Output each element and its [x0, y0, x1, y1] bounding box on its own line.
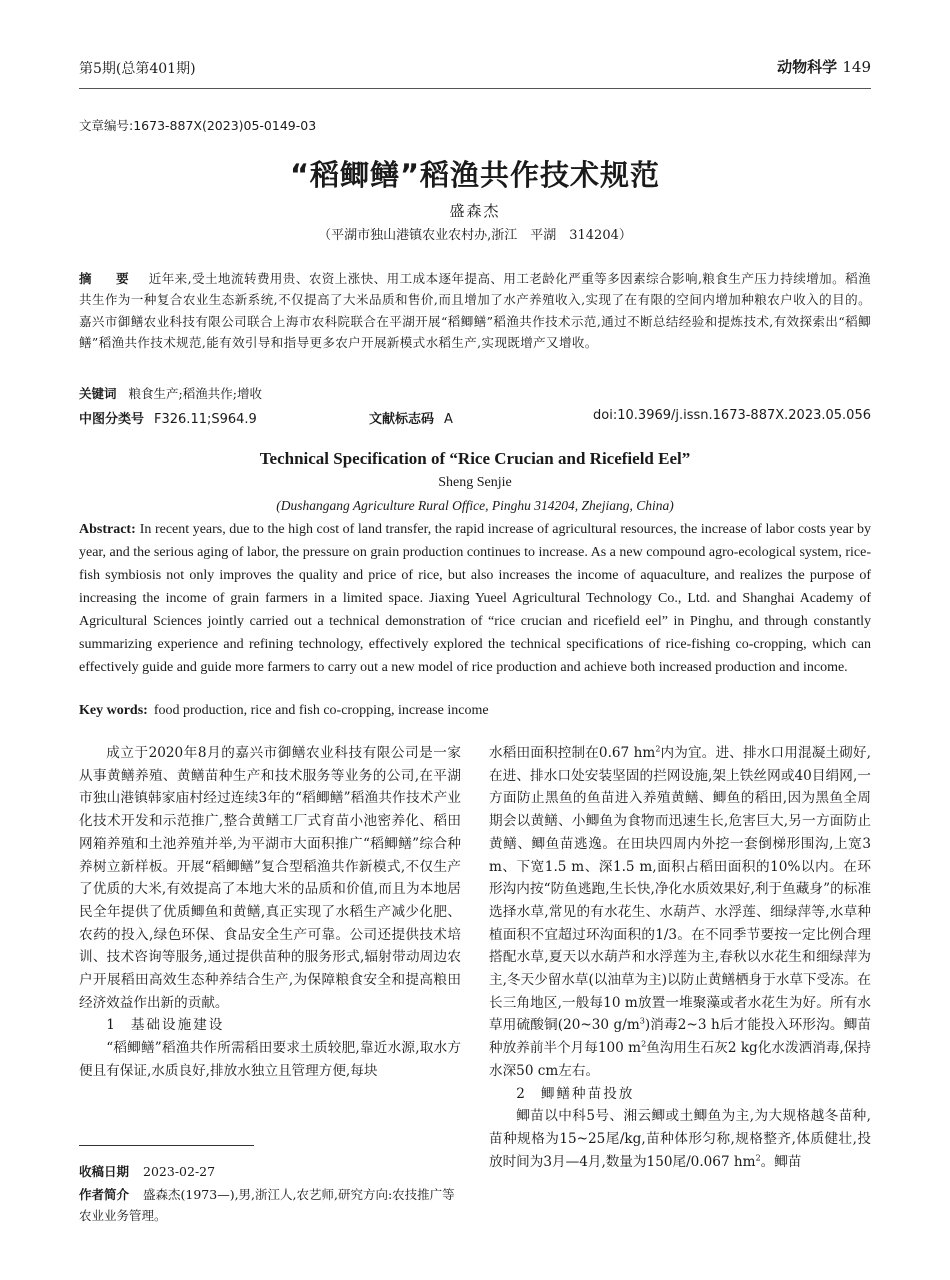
- text-run: 。鲫苗: [760, 1153, 802, 1170]
- keywords-text-chinese: 粮食生产;稻渔共作;增收: [128, 386, 262, 401]
- abstract-text-english: In recent years, due to the high cost of land transfer, the rapid increase of agricultural resources, the increase of labor costs year by year, and the serious aging of labor, the pressure on grain production continues to increase. As a new compound agro-ecological system, rice-fish symbiosis not only improves the quality and price of rice, but also increases the income of aquaculture, and realizes the purpose of increasing the income of grain farmers in a limited space. Jiaxing Yueel Agricultural Technology Co., Ltd. and Shanghai Academy of Agricultural Sciences jointly carried out a technical demonstration of “rice crucian and ricefield eel” in Pinghu, and through constantly summarizing experience and refining technology, effectively explored the technical specifications of rice-fishing co-cropping, which can effectively guide and guide more farmers to carry out a new model of rice production and achieve both increased production and income.: [79, 522, 871, 675]
- section-1-paragraph: “稻鲫鳝”稻渔共作所需稻田要求土质较肥,靠近水源,取水方便且有保证,水质良好,排放水独立且管理方便,每块: [79, 1040, 461, 1079]
- received-date: [79, 1161, 461, 1182]
- received-date-value: 2023-02-27: [143, 1164, 216, 1179]
- doi: doi:10.3969/j.issn.1673-887X.2023.05.056: [593, 408, 871, 423]
- classification-row: [79, 408, 871, 428]
- keywords-text-english: food production, rice and fish co-cropping, increase income: [153, 703, 489, 718]
- abstract-text-chinese: 近年来,受土地流转费用贵、农资上涨快、用工成本逐年提高、用工老龄化严重等多因素综合影响,粮食生产压力持续增加。稻渔共生作为一种复合农业生态新系统,不仅提高了大米品质和售价,而且增加了水产养殖收入,实现了在有限的空间内增加种粮农户收入的目的。嘉兴市御鳝农业科技有限公司联合上海市农科院联合在平湖开展“稻鲫鳝”稻渔共作技术示范,通过不断总结经验和提炼技术,有效探索出“稻鲫鳝”稻渔共作技术规范,能有效引导和指导更多农户开展新模式水稻生产,实现既增产又增收。: [79, 271, 871, 350]
- author-bio: [79, 1184, 461, 1226]
- abstract-chinese: [79, 268, 871, 353]
- superscript: 2: [655, 744, 661, 754]
- title-chinese: “稻鲫鳝”稻渔共作技术规范: [289, 158, 661, 192]
- body-column-left: [79, 742, 461, 1083]
- journal-name: [777, 56, 871, 77]
- journal-title: 动物科学: [777, 58, 838, 76]
- abstract-label-english: Abstract:: [79, 522, 136, 537]
- clc-value: F326.11;S964.9: [154, 412, 257, 427]
- section-2-number: 2: [516, 1085, 525, 1102]
- issue-number: 第5期(总第401期): [79, 61, 196, 77]
- section-1-number: 1: [106, 1017, 115, 1034]
- abstract-english: [79, 518, 871, 679]
- text-run: )消毒2~3 h后才能投入环形沟。鲫苗种放养前半个月每100 m: [489, 1017, 871, 1057]
- clc-label: 中图分类号: [79, 412, 145, 427]
- section-2-paragraph: [489, 1105, 871, 1173]
- clc-number: [79, 408, 257, 427]
- superscript: 3: [639, 1016, 645, 1026]
- document-code: [369, 408, 453, 427]
- keywords-chinese: [79, 384, 871, 402]
- section-heading-1: [79, 1014, 461, 1037]
- author-english: Sheng Senjie: [438, 475, 512, 490]
- body-column-right: [489, 742, 871, 1173]
- doc-code-label: 文献标志码: [369, 412, 435, 427]
- affiliation-chinese: （平湖市独山港镇农业农村办,浙江 平湖 314204）: [318, 228, 632, 243]
- text-run: 鲫苗以中科5号、湘云鲫或土鲫鱼为主,为大规格越冬苗种,苗种规格为15~25尾/kg,苗种体形匀称,规格整齐,体质健壮,投放时间为3月—4月,数量为150尾/0.067 hm: [489, 1108, 871, 1170]
- author-bio-label: 作者简介: [79, 1187, 130, 1202]
- title-english: Technical Specification of “Rice Crucian and Ricefield Eel”: [259, 449, 691, 468]
- keywords-label-english: Key words:: [79, 703, 148, 718]
- abstract-label-chinese: 摘 要: [79, 271, 135, 286]
- keywords-label-chinese: 关键词: [79, 386, 117, 401]
- text-run: 水稻田面积控制在0.67 hm: [489, 745, 656, 761]
- section-2-title: 鲫鳝种苗投放: [540, 1085, 635, 1102]
- running-header: [79, 52, 871, 89]
- section-1-paragraph-continued: [489, 742, 871, 1083]
- section-1-title: 基础设施建设: [130, 1017, 225, 1034]
- received-date-label: 收稿日期: [79, 1164, 130, 1179]
- author-chinese: 盛森杰: [449, 202, 501, 220]
- page-number: 149: [842, 58, 871, 76]
- intro-paragraph: 成立于2020年8月的嘉兴市御鳝农业科技有限公司是一家从事黄鳝养殖、黄鳝苗种生产和技术服务等业务的公司,在平湖市独山港镇韩家庙村经过连续3年的“稻鲫鳝”稻渔共作技术产业化技术开发和示范推广,整合黄鳝工厂式育苗小池密养化、稻田网箱养殖和土池养殖并举,为平湖市大面积推广“稻鲫鳝”综合种养树立新样板。开展“稻鲫鳝”复合型稻渔共作新模式,不仅生产了优质的大米,有效提高了本地大米的品质和价值,而且为本地居民全年提供了优质鲫鱼和黄鳝,真正实现了水稻生产减少化肥、农药的投入,绿色环保、食品安全生产可靠。公司还提供技术培训、技术咨询等服务,通过提供苗种的服务形式,辐射带动周边农户开展稻田高效生态种养结合生产,为保障粮食安全和提高粮田经济效益作出新的贡献。: [79, 745, 461, 1011]
- author-bio-text: 盛森杰(1973—),男,浙江人,农艺师,研究方向:农技推广等农业业务管理。: [79, 1187, 455, 1223]
- section-heading-2: [489, 1083, 871, 1106]
- footnote-divider: [79, 1145, 254, 1146]
- article-number: 文章编号:1673-887X(2023)05-0149-03: [79, 118, 317, 133]
- text-run: 鱼沟用生石灰2 kg化水泼洒消毒,保持水深50 cm左右。: [489, 1040, 871, 1079]
- superscript: 2: [755, 1153, 761, 1163]
- keywords-english: [79, 703, 871, 719]
- affiliation-english: (Dushangang Agriculture Rural Office, Pinghu 314204, Zhejiang, China): [276, 498, 674, 513]
- superscript: 2: [641, 1039, 647, 1049]
- doc-code-value: A: [444, 412, 453, 427]
- text-run: 内为宜。进、排水口用混凝土砌好,在进、排水口处安装坚固的拦网设施,架上铁丝网或40目绢网,一方面防止黑鱼的鱼苗进入养殖黄鳝、鲫鱼的稻田,因为黑鱼全周期会以黄鳝、小鲫鱼为食物而迅速生长,危害巨大,另一方面防止黄鳝、鲫鱼苗逃逸。在田块四周内外挖一套倒梯形围沟,上宽3 m、下宽1.5 m、深1.5 m,面积占稻田面积的10%以内。在环形沟内按“防鱼逃跑,生长快,净化水质效果好,利于鱼藏身”的标准选择水草,常见的有水花生、水葫芦、水浮莲、细绿萍等,水草种植面积不宜超过环沟面积的1/3。在不同季节要按一定比例合理搭配水草,夏天以水葫芦和水浮莲为主,春秋以水花生和细绿萍为主,冬天少留水草(以油草为主)以防止黄鳝栖身于水草下受冻。在长三角地区,一般每10 m放置一堆聚藻或者水花生为好。所有水草用硫酸铜(20~30 g/m: [489, 745, 871, 1034]
